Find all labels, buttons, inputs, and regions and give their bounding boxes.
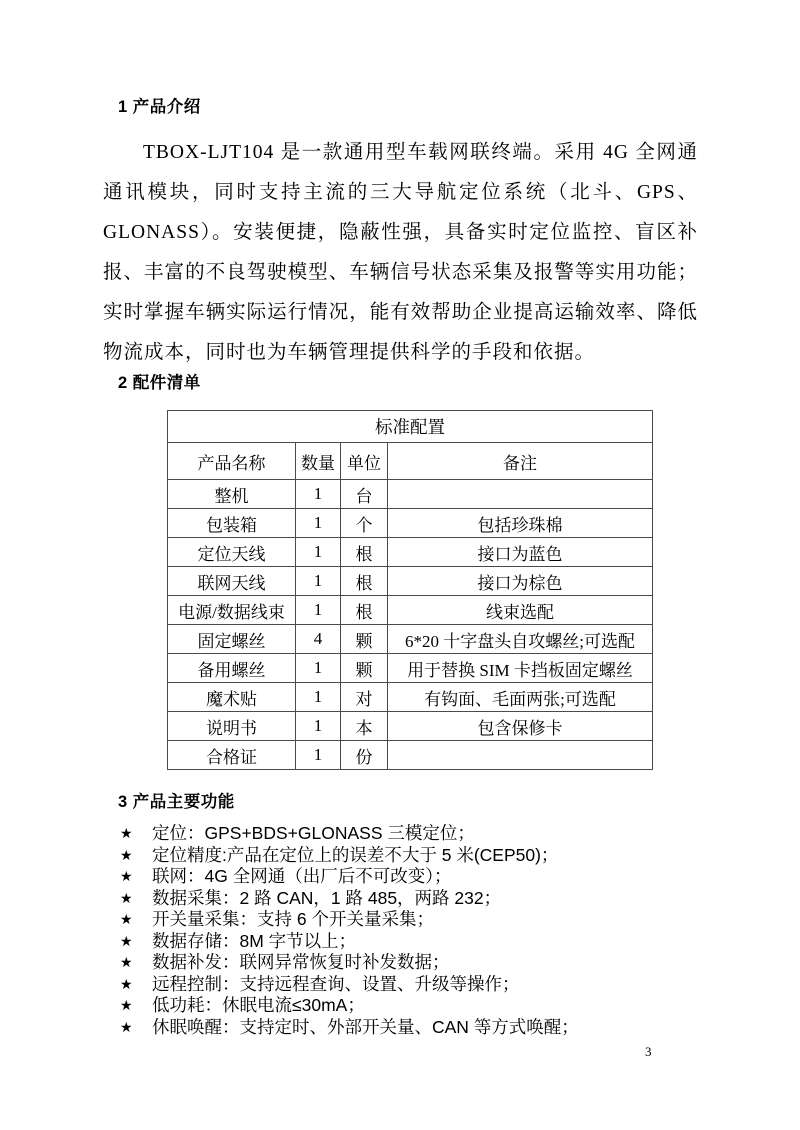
table-row [168, 712, 653, 741]
star-bullet-icon: ★ [120, 975, 133, 992]
feature-item-text: 联网：4G 全网通（出厂后不可改变）； [152, 866, 452, 886]
table-row [168, 538, 653, 567]
table-cell: 份 [341, 741, 388, 770]
feature-item-text: 数据存储：8M 字节以上； [152, 930, 357, 951]
table-cell: 包括珍珠棉 [388, 509, 653, 538]
table-cell: 整机 [168, 480, 296, 509]
star-bullet-icon: ★ [120, 932, 133, 949]
table-cell: 6*20 十字盘头自攻螺丝;可选配 [388, 625, 653, 654]
table-cell: 1 [296, 741, 341, 770]
table-cell: 备用螺丝 [168, 654, 296, 683]
table-row [168, 596, 653, 625]
table-row [168, 654, 653, 683]
table-cell: 4 [296, 625, 341, 654]
table-cell: 颗 [341, 625, 388, 654]
star-bullet-icon: ★ [120, 868, 133, 884]
feature-item-text: 休眠唤醒：支持定时、外部开关量、CAN 等方式唤醒； [152, 1016, 579, 1037]
table-cell: 1 [296, 596, 341, 625]
table-row [168, 741, 653, 770]
table-cell: 1 [296, 567, 341, 596]
table-cell: 1 [296, 654, 341, 683]
table-cell: 台 [341, 480, 388, 509]
table-cell: 固定螺丝 [168, 625, 296, 654]
table-row [168, 480, 653, 509]
table-cell: 1 [296, 480, 341, 509]
table-cell: 1 [296, 683, 341, 712]
table-cell: 接口为蓝色 [388, 538, 653, 567]
star-bullet-icon: ★ [120, 846, 133, 863]
table-cell: 包含保修卡 [388, 712, 653, 741]
feature-item-text: 数据补发：联网异常恢复时补发数据； [152, 952, 450, 972]
table-cell: 用于替换 SIM 卡挡板固定螺丝 [388, 654, 653, 683]
table-header-row [168, 443, 653, 480]
table-cell: 说明书 [168, 712, 296, 741]
feature-item-text: 数据采集：2 路 CAN，1 路 485，两路 232； [152, 887, 502, 908]
feature-item [103, 888, 698, 910]
feature-item [103, 974, 698, 996]
feature-item [103, 952, 698, 974]
star-bullet-icon: ★ [120, 997, 133, 1013]
column-header: 单位 [341, 443, 388, 480]
table-cell [388, 480, 653, 509]
section-2-heading: 2 配件清单 [118, 374, 201, 392]
table-row [168, 567, 653, 596]
column-header: 数量 [296, 443, 341, 480]
column-header: 产品名称 [168, 443, 296, 480]
table-cell: 接口为棕色 [388, 567, 653, 596]
table-row [168, 625, 653, 654]
table-cell: 定位天线 [168, 538, 296, 567]
table-row [168, 509, 653, 538]
star-bullet-icon: ★ [120, 911, 133, 927]
table-cell: 根 [341, 538, 388, 567]
star-bullet-icon: ★ [120, 1018, 133, 1035]
table-cell: 电源/数据线束 [168, 596, 296, 625]
feature-item [103, 823, 698, 845]
table-title-row [168, 411, 653, 443]
table-cell: 魔术贴 [168, 683, 296, 712]
table-cell: 本 [341, 712, 388, 741]
feature-item [103, 1017, 698, 1039]
feature-item [103, 931, 698, 953]
page-number: 3 [645, 1044, 652, 1059]
star-bullet-icon: ★ [120, 954, 133, 970]
accessories-table [167, 410, 653, 770]
table-title: 标准配置 [168, 411, 653, 443]
table-cell: 颗 [341, 654, 388, 683]
feature-item-text: 定位：GPS+BDS+GLONASS 三模定位； [152, 823, 475, 843]
table-cell: 联网天线 [168, 567, 296, 596]
intro-paragraph: TBOX-LJT104 是一款通用型车载网联终端。采用 4G 全网通通讯模块，同时支持主流的三大导航定位系统（北斗、GPS、GLONASS）。安装便捷，隐蔽性强，具备实时定位监控、盲区补报、丰富的不良驾驶模型、车辆信号状态采集及报警等实用功能；实时掌握车辆实际运行情况，能有效帮助企业提高运输效率、降低物流成本，同时也为车辆管理提供科学的手段和依据。 [103, 142, 698, 363]
feature-item-text: 低功耗：休眠电流≤30mA； [152, 995, 365, 1015]
table-row [168, 683, 653, 712]
feature-item-text: 开关量采集：支持 6 个开关量采集； [152, 909, 434, 929]
feature-item-text: 远程控制：支持远程查询、设置、升级等操作； [152, 973, 520, 994]
feature-item [103, 845, 698, 867]
table-cell [388, 741, 653, 770]
table-cell: 有钩面、毛面两张;可选配 [388, 683, 653, 712]
table-cell: 根 [341, 567, 388, 596]
features-list [103, 823, 698, 1038]
table-cell: 对 [341, 683, 388, 712]
feature-item-text: 定位精度:产品在定位上的误差不大于 5 米(CEP50)； [152, 844, 559, 865]
feature-item [103, 995, 698, 1017]
column-header: 备注 [388, 443, 653, 480]
table-cell: 1 [296, 509, 341, 538]
table-cell: 个 [341, 509, 388, 538]
table-cell: 1 [296, 712, 341, 741]
table-cell: 包装箱 [168, 509, 296, 538]
table-cell: 根 [341, 596, 388, 625]
section-3-heading: 3 产品主要功能 [118, 793, 235, 811]
table-cell: 合格证 [168, 741, 296, 770]
star-bullet-icon: ★ [120, 825, 133, 841]
feature-item [103, 866, 698, 888]
section-1-heading: 1 产品介绍 [118, 98, 201, 116]
table-cell: 线束选配 [388, 596, 653, 625]
feature-item [103, 909, 698, 931]
star-bullet-icon: ★ [120, 889, 133, 906]
table-cell: 1 [296, 538, 341, 567]
